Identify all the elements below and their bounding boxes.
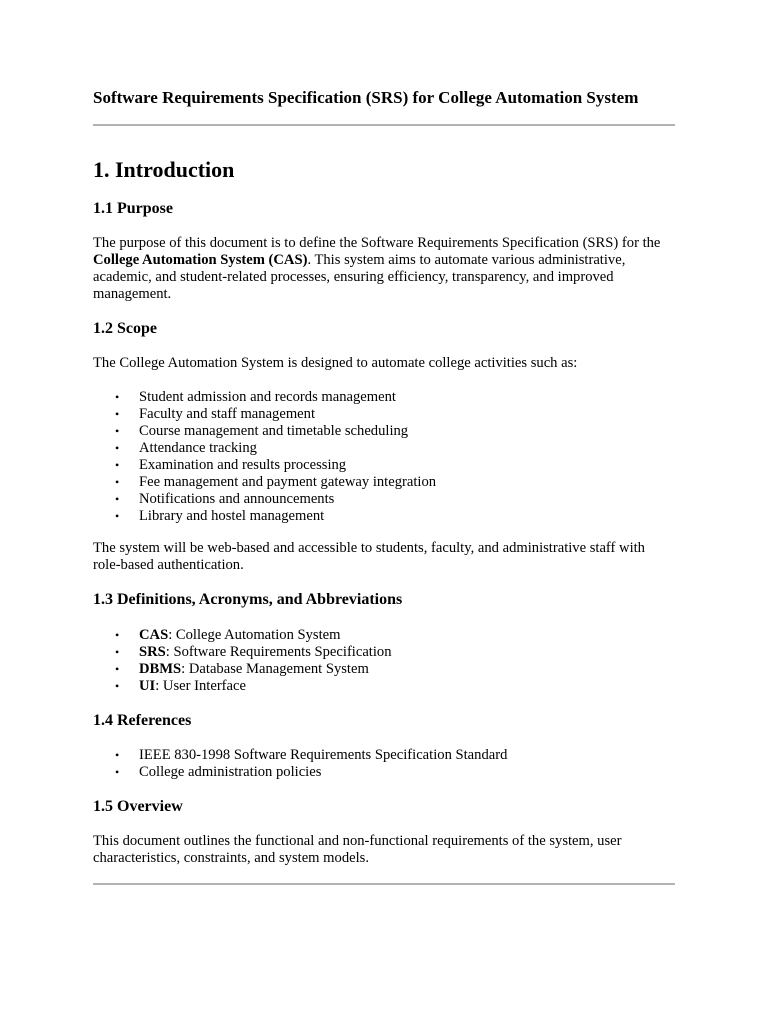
definitions-list [93,627,392,695]
bullet-icon: • [115,458,120,472]
scope-list [93,389,436,525]
scope-closing-paragraph: The system will be web-based and accessible to students, faculty, and administrative staff with role-based authentication. [93,540,645,573]
subsection-heading-scope: 1.2 Scope [93,320,157,337]
document-title: Software Requirements Specification (SRS) for College Automation System [93,88,639,107]
bullet-icon: • [115,424,120,438]
definition-text: : College Automation System [168,627,341,643]
list-item [93,764,507,781]
bullet-icon: • [115,662,120,676]
bullet-icon: • [115,645,120,659]
definition-text: : Database Management System [181,661,369,677]
list-item [93,644,392,661]
overview-paragraph: This document outlines the functional and non-functional requirements of the system, user characteristics, constraints, and system models. [93,833,622,866]
list-item [93,389,436,406]
bullet-icon: • [115,628,120,642]
scope-item-text: Library and hostel management [139,508,325,524]
list-item [93,747,507,764]
scope-item-text: Notifications and announcements [139,491,335,507]
title-divider [93,124,675,126]
list-item [93,457,436,474]
definition-term: UI [139,678,156,694]
scope-item-text: Course management and timetable scheduling [139,423,409,439]
purpose-paragraph [93,235,673,303]
list-item [93,491,436,508]
bullet-icon: • [115,679,120,693]
section-end-divider [93,883,675,885]
list-item [93,678,392,695]
subsection-heading-references: 1.4 References [93,712,192,729]
subsection-heading-definitions: 1.3 Definitions, Acronyms, and Abbreviations [93,591,403,608]
scope-item-text: Attendance tracking [139,440,257,456]
list-item [93,627,392,644]
references-list [93,747,507,781]
definition-term: CAS [139,627,169,643]
purpose-bold-term: College Automation System (CAS) [93,252,308,268]
scope-item-text: Faculty and staff management [139,406,316,422]
definition-term: SRS [139,644,166,660]
definition-term: DBMS [139,661,182,677]
subsection-heading-overview: 1.5 Overview [93,798,183,815]
list-item [93,406,436,423]
reference-item-text: College administration policies [139,764,322,780]
list-item [93,440,436,457]
scope-item-text: Examination and results processing [139,457,347,473]
bullet-icon: • [115,492,120,506]
bullet-icon: • [115,748,120,762]
bullet-icon: • [115,475,120,489]
purpose-text-before: The purpose of this document is to define the Software Requirements Specification (SRS) for the [93,235,661,251]
bullet-icon: • [115,390,120,404]
list-item [93,423,436,440]
list-item [93,474,436,491]
bullet-icon: • [115,765,120,779]
scope-item-text: Student admission and records management [139,389,396,405]
reference-item-text: IEEE 830-1998 Software Requirements Specification Standard [139,747,508,763]
bullet-icon: • [115,407,120,421]
scope-intro-paragraph: The College Automation System is designed to automate college activities such as: [93,355,578,371]
section-heading-introduction: 1. Introduction [93,157,235,182]
scope-item-text: Fee management and payment gateway integration [139,474,437,490]
definition-text: : Software Requirements Specification [165,644,392,660]
list-item [93,661,392,678]
bullet-icon: • [115,509,120,523]
purpose-text-after: . This system aims to automate various administrative, academic, and student-related processes, ensuring efficiency, transparency, and improved management. [93,252,626,302]
subsection-heading-purpose: 1.1 Purpose [93,200,173,217]
list-item [93,508,436,525]
bullet-icon: • [115,441,120,455]
definition-text: : User Interface [155,678,246,694]
